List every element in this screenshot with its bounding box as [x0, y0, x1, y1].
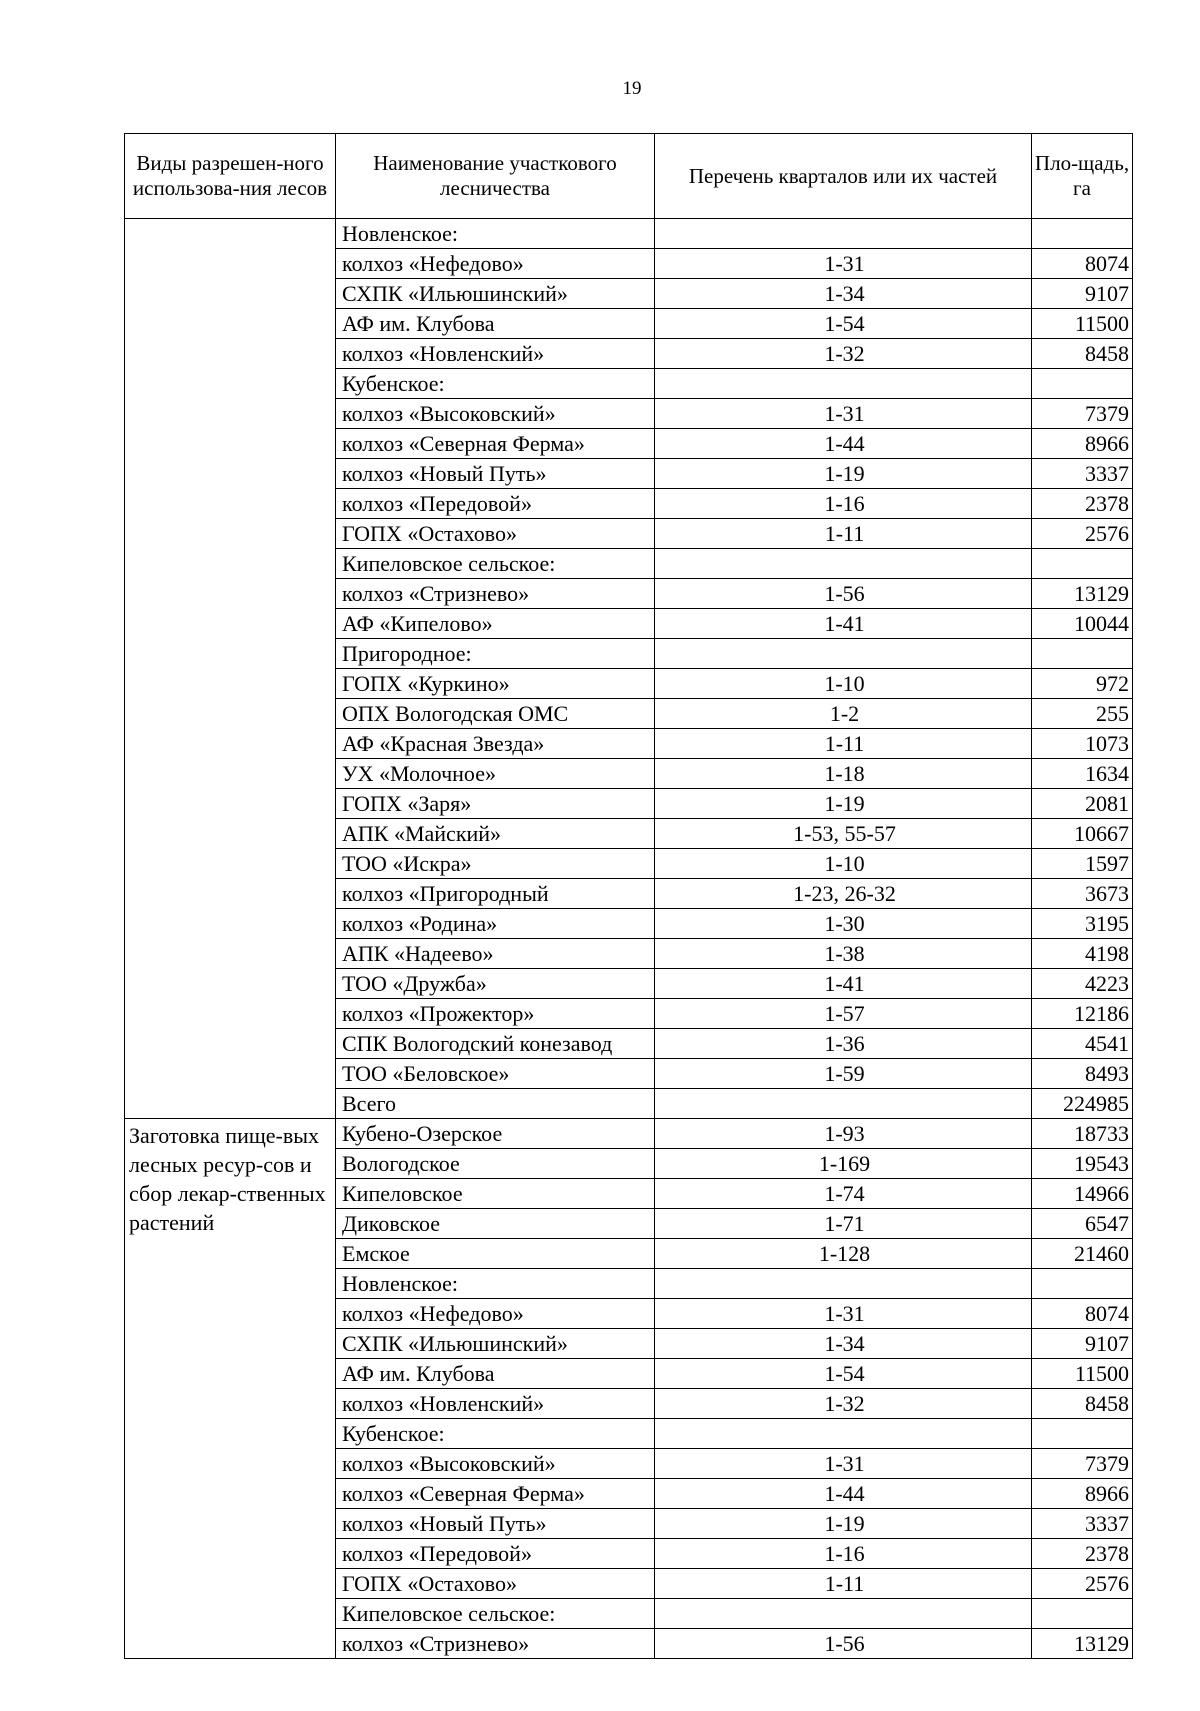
cell-area: 2081: [1032, 789, 1133, 819]
cell-name: ГОПХ «Остахово»: [336, 1569, 655, 1599]
cell-quarters: 1-41: [655, 609, 1032, 639]
cell-area: 8074: [1032, 1299, 1133, 1329]
cell-quarters: 1-19: [655, 789, 1032, 819]
cell-quarters: 1-59: [655, 1059, 1032, 1089]
cell-name: Емское: [336, 1239, 655, 1269]
cell-name: колхоз «Нефедово»: [336, 1299, 655, 1329]
header-quarters: Перечень кварталов или их частей: [655, 134, 1032, 219]
cell-name: Диковское: [336, 1209, 655, 1239]
cell-area: [1032, 639, 1133, 669]
cell-quarters: 1-53, 55-57: [655, 819, 1032, 849]
cell-name: ТОО «Дружба»: [336, 969, 655, 999]
cell-name: колхоз «Новленский»: [336, 1389, 655, 1419]
cell-name: колхоз «Пригородный: [336, 879, 655, 909]
cell-quarters: 1-31: [655, 249, 1032, 279]
cell-name: колхоз «Новый Путь»: [336, 459, 655, 489]
cell-name: СХПК «Ильюшинский»: [336, 1329, 655, 1359]
table-row: [125, 1119, 1133, 1149]
cell-name: ОПХ Вологодская ОМС: [336, 699, 655, 729]
cell-quarters: 1-32: [655, 339, 1032, 369]
cell-name: колхоз «Высоковский»: [336, 399, 655, 429]
cell-name: Всего: [336, 1089, 655, 1119]
table-row: [125, 219, 1133, 249]
cell-quarters: 1-44: [655, 429, 1032, 459]
cell-area: 1634: [1032, 759, 1133, 789]
cell-name: колхоз «Стризнево»: [336, 579, 655, 609]
cell-name: колхоз «Северная Ферма»: [336, 1479, 655, 1509]
cell-area: 11500: [1032, 309, 1133, 339]
cell-quarters: 1-169: [655, 1149, 1032, 1179]
cell-name: колхоз «Нефедово»: [336, 249, 655, 279]
cell-quarters: [655, 369, 1032, 399]
cell-name: Кубенское:: [336, 369, 655, 399]
cell-area: 8966: [1032, 1479, 1133, 1509]
cell-quarters: 1-57: [655, 999, 1032, 1029]
table-body: [125, 219, 1133, 1659]
cell-kind: Заготовка пище-вых лесных ресур-сов и сбор лекар-ственных растений: [125, 1119, 336, 1659]
cell-area: 6547: [1032, 1209, 1133, 1239]
header-kind: Виды разрешен-ного использова-ния лесов: [125, 134, 336, 219]
cell-area: 2576: [1032, 1569, 1133, 1599]
cell-area: 9107: [1032, 1329, 1133, 1359]
cell-name: Кубенское:: [336, 1419, 655, 1449]
cell-name: Вологодское: [336, 1149, 655, 1179]
cell-name: АФ «Красная Звезда»: [336, 729, 655, 759]
cell-area: [1032, 219, 1133, 249]
cell-name: ГОПХ «Куркино»: [336, 669, 655, 699]
cell-quarters: 1-11: [655, 1569, 1032, 1599]
cell-quarters: 1-19: [655, 1509, 1032, 1539]
cell-name: Кипеловское: [336, 1179, 655, 1209]
cell-quarters: 1-16: [655, 1539, 1032, 1569]
cell-quarters: [655, 1089, 1032, 1119]
cell-name: СПК Вологодский конезавод: [336, 1029, 655, 1059]
cell-area: 4198: [1032, 939, 1133, 969]
cell-area: 8458: [1032, 339, 1133, 369]
cell-area: 3337: [1032, 459, 1133, 489]
cell-name: Кипеловское сельское:: [336, 549, 655, 579]
cell-area: 8966: [1032, 429, 1133, 459]
cell-area: 19543: [1032, 1149, 1133, 1179]
cell-name: ГОПХ «Заря»: [336, 789, 655, 819]
cell-quarters: 1-31: [655, 399, 1032, 429]
cell-name: ГОПХ «Остахово»: [336, 519, 655, 549]
cell-name: колхоз «Передовой»: [336, 489, 655, 519]
cell-name: АПК «Майский»: [336, 819, 655, 849]
cell-quarters: 1-56: [655, 579, 1032, 609]
cell-quarters: 1-54: [655, 1359, 1032, 1389]
cell-quarters: 1-31: [655, 1299, 1032, 1329]
cell-name: Кипеловское сельское:: [336, 1599, 655, 1629]
cell-area: 4223: [1032, 969, 1133, 999]
cell-name: колхоз «Новый Путь»: [336, 1509, 655, 1539]
cell-area: 2378: [1032, 1539, 1133, 1569]
cell-quarters: [655, 639, 1032, 669]
cell-quarters: 1-74: [655, 1179, 1032, 1209]
cell-area: 3673: [1032, 879, 1133, 909]
table-header: [125, 134, 1133, 219]
cell-area: 4541: [1032, 1029, 1133, 1059]
forest-use-table: [124, 133, 1133, 1659]
cell-quarters: 1-128: [655, 1239, 1032, 1269]
cell-name: ТОО «Беловское»: [336, 1059, 655, 1089]
cell-name: СХПК «Ильюшинский»: [336, 279, 655, 309]
cell-area: [1032, 1419, 1133, 1449]
cell-area: 3195: [1032, 909, 1133, 939]
cell-name: колхоз «Прожектор»: [336, 999, 655, 1029]
cell-quarters: 1-56: [655, 1629, 1032, 1659]
cell-name: Новленское:: [336, 219, 655, 249]
cell-name: колхоз «Высоковский»: [336, 1449, 655, 1479]
cell-name: АФ им. Клубова: [336, 1359, 655, 1389]
cell-quarters: 1-31: [655, 1449, 1032, 1479]
cell-area: 13129: [1032, 1629, 1133, 1659]
cell-area: 3337: [1032, 1509, 1133, 1539]
cell-quarters: [655, 1419, 1032, 1449]
cell-quarters: 1-44: [655, 1479, 1032, 1509]
cell-quarters: 1-36: [655, 1029, 1032, 1059]
cell-area: 13129: [1032, 579, 1133, 609]
cell-quarters: 1-10: [655, 669, 1032, 699]
cell-area: 8074: [1032, 249, 1133, 279]
cell-quarters: 1-34: [655, 1329, 1032, 1359]
cell-area: 2576: [1032, 519, 1133, 549]
cell-quarters: 1-10: [655, 849, 1032, 879]
cell-quarters: 1-34: [655, 279, 1032, 309]
cell-quarters: 1-19: [655, 459, 1032, 489]
cell-area: 21460: [1032, 1239, 1133, 1269]
cell-area: 9107: [1032, 279, 1133, 309]
cell-quarters: 1-54: [655, 309, 1032, 339]
cell-area: 10667: [1032, 819, 1133, 849]
cell-area: 224985: [1032, 1089, 1133, 1119]
cell-quarters: [655, 1599, 1032, 1629]
cell-quarters: 1-32: [655, 1389, 1032, 1419]
cell-area: 1597: [1032, 849, 1133, 879]
cell-area: [1032, 549, 1133, 579]
cell-area: 8458: [1032, 1389, 1133, 1419]
cell-area: 1073: [1032, 729, 1133, 759]
cell-quarters: 1-30: [655, 909, 1032, 939]
cell-name: ТОО «Искра»: [336, 849, 655, 879]
cell-area: [1032, 1599, 1133, 1629]
cell-area: [1032, 1269, 1133, 1299]
page-number: 19: [622, 78, 642, 99]
cell-area: 12186: [1032, 999, 1133, 1029]
cell-area: 255: [1032, 699, 1133, 729]
cell-area: 11500: [1032, 1359, 1133, 1389]
cell-area: 18733: [1032, 1119, 1133, 1149]
cell-quarters: 1-18: [655, 759, 1032, 789]
cell-name: колхоз «Северная Ферма»: [336, 429, 655, 459]
cell-quarters: [655, 219, 1032, 249]
cell-name: УХ «Молочное»: [336, 759, 655, 789]
cell-name: колхоз «Передовой»: [336, 1539, 655, 1569]
header-area: Пло-щадь, га: [1032, 134, 1133, 219]
cell-area: [1032, 369, 1133, 399]
cell-area: 7379: [1032, 399, 1133, 429]
cell-quarters: 1-2: [655, 699, 1032, 729]
cell-name: колхоз «Новленский»: [336, 339, 655, 369]
cell-quarters: 1-11: [655, 519, 1032, 549]
cell-quarters: [655, 549, 1032, 579]
cell-quarters: 1-41: [655, 969, 1032, 999]
cell-name: колхоз «Родина»: [336, 909, 655, 939]
cell-quarters: 1-93: [655, 1119, 1032, 1149]
cell-name: Пригородное:: [336, 639, 655, 669]
cell-quarters: 1-11: [655, 729, 1032, 759]
cell-area: 8493: [1032, 1059, 1133, 1089]
cell-area: 14966: [1032, 1179, 1133, 1209]
cell-area: 10044: [1032, 609, 1133, 639]
cell-quarters: [655, 1269, 1032, 1299]
cell-name: Кубено-Озерское: [336, 1119, 655, 1149]
cell-name: АФ им. Клубова: [336, 309, 655, 339]
cell-quarters: 1-38: [655, 939, 1032, 969]
cell-quarters: 1-71: [655, 1209, 1032, 1239]
cell-name: АФ «Кипелово»: [336, 609, 655, 639]
cell-quarters: 1-16: [655, 489, 1032, 519]
cell-name: Новленское:: [336, 1269, 655, 1299]
cell-kind: [125, 219, 336, 1119]
cell-name: АПК «Надеево»: [336, 939, 655, 969]
cell-area: 7379: [1032, 1449, 1133, 1479]
cell-name: колхоз «Стризнево»: [336, 1629, 655, 1659]
cell-quarters: 1-23, 26-32: [655, 879, 1032, 909]
cell-area: 2378: [1032, 489, 1133, 519]
cell-area: 972: [1032, 669, 1133, 699]
header-name: Наименование участкового лесничества: [336, 134, 655, 219]
